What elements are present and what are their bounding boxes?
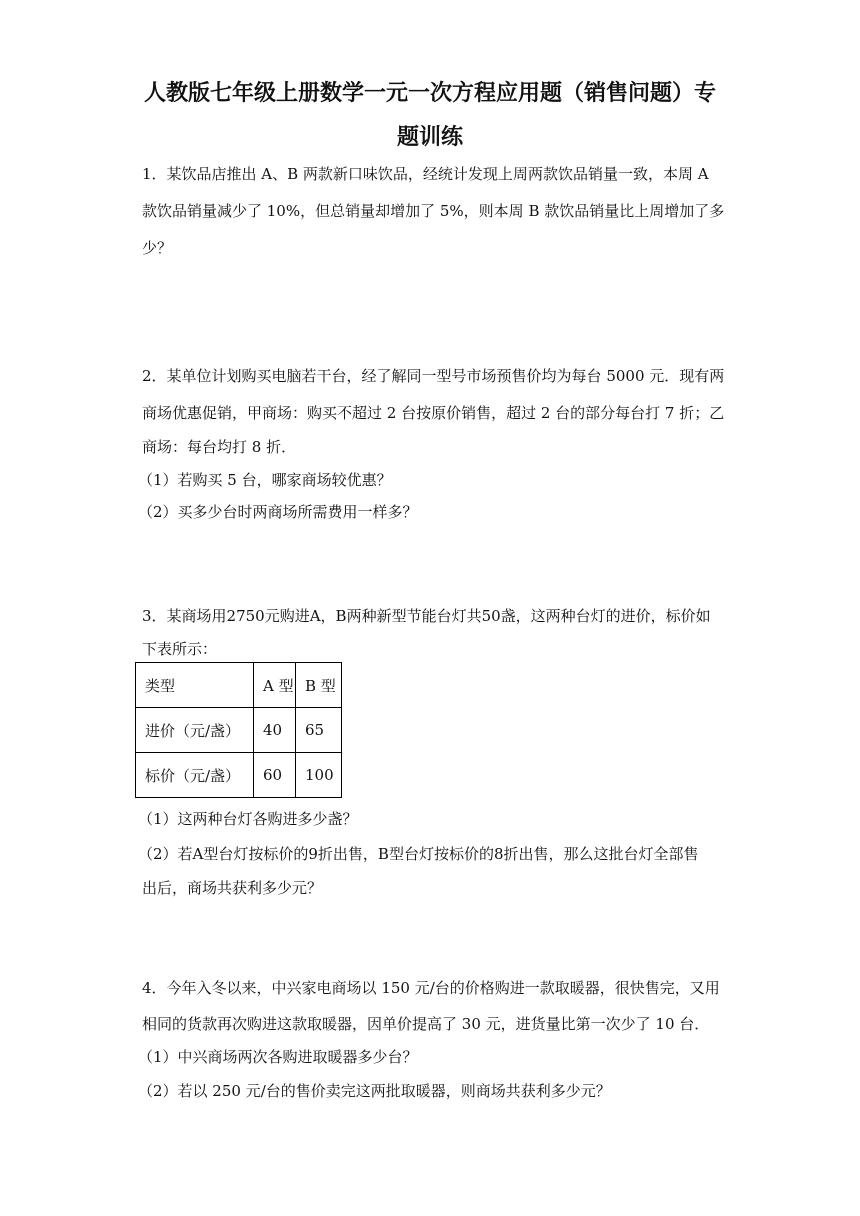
question-3-part-2-line-2: 出后，商场共获利多少元？	[142, 879, 323, 897]
question-4-part-2: （2）若以 250 元/台的售价卖完这两批取暖器，则商场共获利多少元？	[138, 1082, 611, 1100]
question-1-line-2: 款饮品销量减少了 10%，但总销量却增加了 5%，则本周 B 款饮品销量比上周增加了多	[142, 202, 725, 220]
question-3-part-1: （1）这两种台灯各购进多少盏？	[138, 810, 358, 828]
question-4-line-1: 4．今年入冬以来，中兴家电商场以 150 元/台的价格购进一款取暖器，很快售完，又用	[142, 979, 720, 997]
table-row	[136, 753, 342, 798]
price-table	[135, 662, 342, 798]
table-cell: 40	[254, 708, 296, 753]
question-2-line-1: 2．某单位计划购买电脑若干台，经了解同一型号市场预售价均为每台 5000 元．现有两	[142, 367, 725, 385]
question-3-part-2-line-1: （2）若A型台灯按标价的9折出售，B型台灯按标价的8折出售，那么这批台灯全部售	[138, 845, 699, 863]
question-2-line-2: 商场优惠促销，甲商场：购买不超过 2 台按原价销售，超过 2 台的部分每台打 7 折；乙	[142, 404, 725, 422]
question-4-line-2: 相同的货款再次购进这款取暖器，因单价提高了 30 元，进货量比第一次少了 10 台．	[142, 1015, 710, 1033]
question-3-line-1: 3．某商场用2750元购进A，B两种新型节能台灯共50盏，这两种台灯的进价，标价如	[142, 607, 711, 625]
table-cell: 100	[296, 753, 342, 798]
question-1-line-3: 少？	[142, 239, 173, 257]
table-header-cell: 类型	[136, 663, 254, 708]
question-1-line-1: 1．某饮品店推出 A、B 两款新口味饮品，经统计发现上周两款饮品销量一致，本周 A	[142, 165, 709, 183]
table-cell: 60	[254, 753, 296, 798]
table-header-row	[136, 663, 342, 708]
question-2-line-3: 商场：每台均打 8 折．	[142, 438, 297, 456]
table-cell: 进价（元/盏）	[136, 708, 254, 753]
table-header-cell: B 型	[296, 663, 342, 708]
question-2-part-2: （2）买多少台时两商场所需费用一样多？	[138, 503, 418, 521]
table-cell: 标价（元/盏）	[136, 753, 254, 798]
table-header-cell: A 型	[254, 663, 296, 708]
question-2-part-1: （1）若购买 5 台，哪家商场较优惠？	[138, 471, 392, 489]
table-row	[136, 708, 342, 753]
page-title-line-1: 人教版七年级上册数学一元一次方程应用题（销售问题）专	[143, 80, 716, 106]
question-4-part-1: （1）中兴商场两次各购进取暖器多少台？	[138, 1048, 418, 1066]
page-title-line-2: 题训练	[396, 124, 463, 150]
table-cell: 65	[296, 708, 342, 753]
question-3-line-2: 下表所示：	[142, 640, 218, 658]
